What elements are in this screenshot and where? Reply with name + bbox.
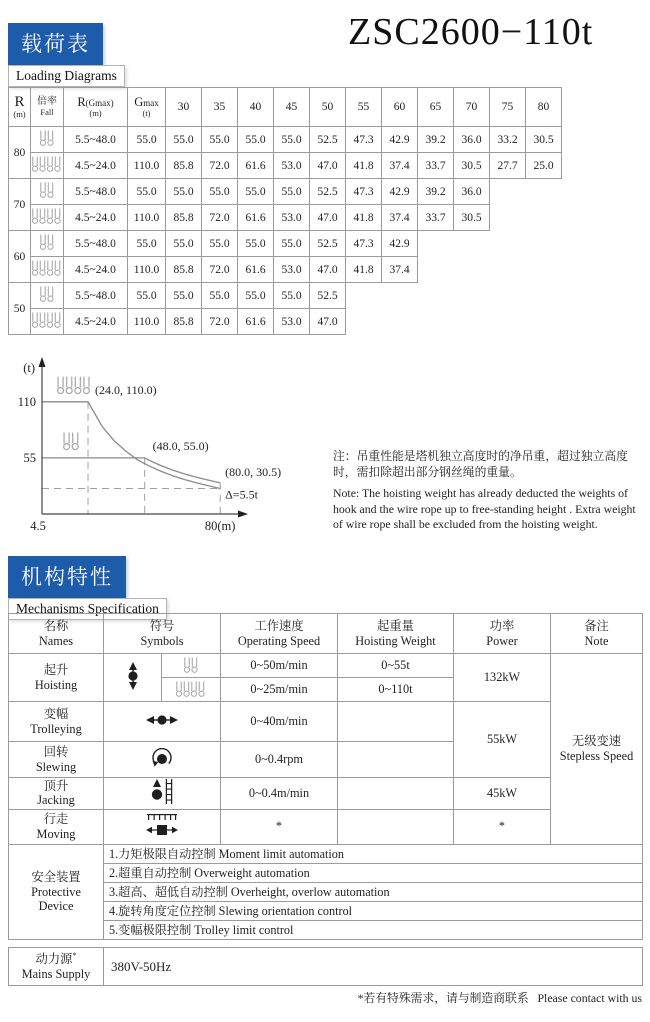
rgmax-range-cell: 5.5~48.0: [64, 179, 128, 205]
load-value-cell: 55.0: [202, 179, 238, 205]
load-value-cell: 61.6: [238, 309, 274, 335]
rgmax-range-cell: 4.5~24.0: [64, 257, 128, 283]
slewing-zh: 回转: [43, 745, 69, 759]
chart-fall-4-icon: [58, 377, 90, 394]
header-radius-r: R (m): [9, 88, 31, 127]
load-value-cell: 85.8: [166, 257, 202, 283]
gmax-cell: 110.0: [128, 153, 166, 179]
load-value-cell: 55.0: [202, 231, 238, 257]
trolley-symbol-icon: [145, 714, 179, 726]
load-value-cell: 33.7: [418, 153, 454, 179]
hdr-power-zh: 功率: [489, 619, 515, 633]
load-value-cell: 55.0: [274, 179, 310, 205]
mech-row-moving: [9, 809, 643, 844]
loading-title-zh: 载荷表: [8, 23, 103, 65]
gmax-cell: 55.0: [128, 231, 166, 257]
loading-row-r50-4fall: [9, 309, 562, 335]
footer-note: [0, 989, 642, 1006]
hoisting-zh: 起升: [43, 663, 69, 677]
header-radius-50: 50: [310, 88, 346, 127]
gmax-cell: 110.0: [128, 205, 166, 231]
load-value-cell: 33.2: [490, 127, 526, 153]
mech-header-row: [9, 614, 643, 654]
stepless-en: Stepless Speed: [559, 748, 634, 763]
load-value-cell: 85.8: [166, 153, 202, 179]
jack-symbol-icon: [149, 778, 175, 805]
moving-power: *: [454, 809, 551, 844]
svg-text:4.5: 4.5: [30, 519, 46, 533]
fall-4-icon-cell: [31, 205, 64, 231]
radius-group-label: 60: [9, 231, 31, 283]
protective-row-3: [9, 883, 643, 902]
load-value-cell: 55.0: [202, 283, 238, 309]
load-value-cell: 52.5: [310, 231, 346, 257]
loading-row-r80-4fall: [9, 153, 562, 179]
gmax-cell: 55.0: [128, 283, 166, 309]
load-value-cell: 55.0: [166, 127, 202, 153]
hdr-note-en: Note: [584, 633, 609, 648]
empty-cell: [490, 205, 526, 231]
empty-cell: [418, 309, 454, 335]
load-value-cell: 39.2: [418, 179, 454, 205]
mech-name-moving: [9, 809, 104, 844]
trolley-slew-power: 55kW: [454, 702, 551, 778]
load-value-cell: 72.0: [202, 309, 238, 335]
protective-en1: Protective: [31, 884, 81, 899]
chart-note-zh: 注：吊重性能是塔机独立高度时的净吊重，超过独立高度时，需扣除超出部分钢丝绳的重量。: [333, 449, 628, 479]
empty-cell: [454, 257, 490, 283]
fall-2-icon-cell: [31, 283, 64, 309]
svg-text:Δ=5.5t: Δ=5.5t: [225, 487, 259, 502]
trolley-symbol-cell: [104, 702, 221, 742]
load-value-cell: 30.5: [454, 153, 490, 179]
load-value-cell: 41.8: [346, 153, 382, 179]
header-radius-45: 45: [274, 88, 310, 127]
load-value-cell: 42.9: [382, 231, 418, 257]
hdr-names-en: Names: [38, 633, 74, 648]
mech-header-speed: [221, 614, 338, 654]
curve-2-fall: [42, 458, 220, 483]
load-value-cell: 47.0: [310, 309, 346, 335]
load-value-cell: 61.6: [238, 153, 274, 179]
load-value-cell: 85.8: [166, 309, 202, 335]
mech-header-note: [551, 614, 643, 654]
mech-row-jacking: [9, 778, 643, 810]
jacking-power: 45kW: [454, 778, 551, 810]
mech-title-zh: 机构特性: [8, 556, 126, 598]
slewing-speed: 0~0.4rpm: [221, 742, 338, 778]
header-radius-65: 65: [418, 88, 454, 127]
fall4-cell: [162, 678, 221, 702]
empty-cell: [382, 309, 418, 335]
radius-group-label: 70: [9, 179, 31, 231]
load-value-cell: 27.7: [490, 153, 526, 179]
load-value-cell: 39.2: [418, 127, 454, 153]
loading-table-header-row: [9, 88, 562, 127]
mech-name-slewing: [9, 742, 104, 778]
mains-zh: 动力源: [35, 952, 73, 967]
header-radius-75: 75: [490, 88, 526, 127]
load-value-cell: 53.0: [274, 153, 310, 179]
load-value-cell: 85.8: [166, 205, 202, 231]
rgmax-range-cell: 5.5~48.0: [64, 283, 128, 309]
mech-header-symbols: [104, 614, 221, 654]
load-value-cell: 30.5: [526, 127, 562, 153]
hoisting-weight-4fall: 0~110t: [338, 678, 454, 702]
moving-speed: *: [221, 809, 338, 844]
load-value-cell: 55.0: [166, 179, 202, 205]
empty-cell: [490, 179, 526, 205]
load-value-cell: 37.4: [382, 153, 418, 179]
load-value-cell: 53.0: [274, 205, 310, 231]
protective-item-4: 4.旋转角度定位控制 Slewing orientation control: [104, 902, 643, 921]
header-radius-30: 30: [166, 88, 202, 127]
rgmax-range-cell: 4.5~24.0: [64, 153, 128, 179]
hdr-symbols-zh: 符号: [149, 619, 175, 633]
empty-cell: [418, 257, 454, 283]
hdr-power-en: Power: [486, 633, 518, 648]
fall-4-icon-cell: [31, 153, 64, 179]
mech-header-weight: [338, 614, 454, 654]
slew-symbol-icon: [151, 748, 173, 768]
load-value-cell: 61.6: [238, 257, 274, 283]
load-value-cell: 33.7: [418, 205, 454, 231]
empty-cell: [454, 231, 490, 257]
gmax-cell: 55.0: [128, 179, 166, 205]
loading-row-r60-4fall: [9, 257, 562, 283]
loading-row-r50-2fall: [9, 283, 562, 309]
hdr-names-zh: 名称: [43, 619, 69, 633]
hoist-symbol-cell: [104, 654, 162, 702]
gmax-cell: 110.0: [128, 257, 166, 283]
footer-note-en: Please contact with us: [537, 991, 642, 1005]
load-value-cell: 55.0: [166, 283, 202, 309]
fall-4-icon-cell: [31, 309, 64, 335]
svg-text:(24.0, 110.0): (24.0, 110.0): [95, 382, 157, 397]
fall-4-icon-cell: [31, 257, 64, 283]
mechanisms-table: [8, 613, 643, 845]
svg-text:(48.0, 55.0): (48.0, 55.0): [152, 438, 209, 453]
trolleying-speed: 0~40m/min: [221, 702, 338, 742]
load-value-cell: 55.0: [274, 231, 310, 257]
header-radius-60: 60: [382, 88, 418, 127]
protective-zh: 安全装置: [31, 870, 81, 885]
trolleying-en: Trolleying: [30, 721, 82, 736]
y-axis-arrow-icon: [39, 357, 46, 367]
jacking-en: Jacking: [37, 793, 75, 808]
empty-cell: [382, 283, 418, 309]
load-value-cell: 53.0: [274, 309, 310, 335]
moving-zh: 行走: [43, 812, 69, 826]
empty-cell: [526, 231, 562, 257]
load-value-cell: 72.0: [202, 153, 238, 179]
load-value-cell: 47.0: [310, 153, 346, 179]
trolleying-zh: 变幅: [43, 707, 69, 721]
mech-name-hoisting: [9, 654, 104, 702]
hdr-note-zh: 备注: [584, 619, 609, 633]
protective-item-2: 2.超重自动控制 Overweight automation: [104, 864, 643, 883]
empty-cell: [490, 309, 526, 335]
loading-table-wrap: [8, 87, 562, 335]
mech-row-trolleying: [9, 702, 643, 742]
empty-cell: [454, 283, 490, 309]
mech-title-block: [8, 556, 167, 620]
header-radius-70: 70: [454, 88, 490, 127]
hdr-symbols-en: Symbols: [140, 633, 184, 648]
mech-header-names: [9, 614, 104, 654]
chart-fall-2-icon: [64, 433, 79, 450]
header-rgmax: R(Gmax) (m): [64, 88, 128, 127]
svg-text:55: 55: [23, 450, 36, 465]
mech-name-jacking: [9, 778, 104, 810]
svg-text:110: 110: [17, 394, 36, 409]
fall-4-icon: [175, 681, 207, 695]
mech-row-hoisting-a: [9, 654, 643, 678]
gmax-cell: 110.0: [128, 309, 166, 335]
empty-cell: [490, 257, 526, 283]
loading-row-r80-2fall: [9, 127, 562, 153]
mains-value: 380V-50Hz: [104, 948, 643, 986]
load-value-cell: 55.0: [274, 283, 310, 309]
hoist-symbol-icon: [125, 661, 141, 691]
load-value-cell: 55.0: [274, 127, 310, 153]
mains-asterisk: *: [72, 951, 77, 961]
hdr-speed-en: Operating Speed: [237, 633, 321, 648]
load-value-cell: 72.0: [202, 257, 238, 283]
load-value-cell: 55.0: [238, 127, 274, 153]
svg-text:80(m): 80(m): [204, 519, 236, 533]
svg-text:(t): (t): [23, 361, 35, 375]
jacking-weight-empty: [338, 778, 454, 810]
load-value-cell: 36.0: [454, 127, 490, 153]
empty-cell: [346, 283, 382, 309]
loading-table: [8, 87, 562, 335]
load-value-cell: 36.0: [454, 179, 490, 205]
rgmax-range-cell: 5.5~48.0: [64, 127, 128, 153]
empty-cell: [490, 231, 526, 257]
load-value-cell: 47.0: [310, 205, 346, 231]
load-value-cell: 47.0: [310, 257, 346, 283]
load-value-cell: 72.0: [202, 205, 238, 231]
load-value-cell: 61.6: [238, 205, 274, 231]
load-value-cell: 55.0: [202, 127, 238, 153]
moving-en: Moving: [36, 826, 76, 841]
rgmax-range-cell: 4.5~24.0: [64, 309, 128, 335]
load-value-cell: 53.0: [274, 257, 310, 283]
empty-cell: [490, 283, 526, 309]
radius-group-label: 50: [9, 283, 31, 335]
jacking-zh: 顶升: [43, 778, 69, 793]
header-gmax: Gmax (t): [128, 88, 166, 127]
mains-supply-table: [8, 947, 643, 986]
move-symbol-cell: [104, 809, 221, 844]
empty-cell: [526, 257, 562, 283]
chart-note-en: Note: The hoisting weight has already deducted the weights of hook and the wire rope up to free-standing height . Extra weight of wire rope shall be excluded from the hoisting weight.: [333, 486, 636, 532]
empty-cell: [526, 205, 562, 231]
rgmax-range-cell: 4.5~24.0: [64, 205, 128, 231]
load-value-cell: 42.9: [382, 127, 418, 153]
gmax-cell: 55.0: [128, 127, 166, 153]
mech-title-en: Mechanisms Specification: [8, 598, 167, 620]
mains-row: [9, 948, 643, 986]
hoisting-power: 132kW: [454, 654, 551, 702]
fall-2-icon: [183, 657, 200, 671]
header-radius-80: 80: [526, 88, 562, 127]
page-title: ZSC2600−110t: [348, 11, 594, 53]
protective-device-table: [8, 844, 643, 940]
loading-title-en: Loading Diagrams: [8, 65, 125, 87]
header-radius-35: 35: [202, 88, 238, 127]
load-value-cell: 47.3: [346, 179, 382, 205]
load-value-cell: 30.5: [454, 205, 490, 231]
loading-row-r70-4fall: [9, 205, 562, 231]
load-value-cell: 41.8: [346, 257, 382, 283]
svg-text:(80.0, 30.5): (80.0, 30.5): [225, 464, 282, 479]
load-value-cell: 52.5: [310, 127, 346, 153]
protective-item-5: 5.变幅极限控制 Trolley limit control: [104, 921, 643, 940]
slewing-en: Slewing: [35, 759, 77, 774]
hdr-weight-en: Hoisting Weight: [355, 633, 436, 648]
loading-title-block: [8, 23, 125, 87]
trolleying-weight-empty: [338, 702, 454, 742]
loading-row-r70-2fall: [9, 179, 562, 205]
fall-2-icon-cell: [31, 231, 64, 257]
load-value-cell: 25.0: [526, 153, 562, 179]
fall-2-icon-cell: [31, 179, 64, 205]
hoisting-en: Hoisting: [34, 677, 78, 692]
load-value-cell: 55.0: [166, 231, 202, 257]
load-value-cell: 55.0: [238, 283, 274, 309]
fall-2-icon-cell: [31, 127, 64, 153]
load-value-cell: 55.0: [238, 231, 274, 257]
slewing-weight-empty: [338, 742, 454, 778]
protective-row-1: [9, 845, 643, 864]
header-fall: 倍率 Fall: [31, 88, 64, 127]
protective-row-5: [9, 921, 643, 940]
moving-weight-empty: [338, 809, 454, 844]
empty-cell: [418, 231, 454, 257]
stepless-zh: 无级变速: [571, 734, 622, 749]
mech-header-power: [454, 614, 551, 654]
header-radius-40: 40: [238, 88, 274, 127]
hoisting-speed-2fall: 0~50m/min: [221, 654, 338, 678]
empty-cell: [346, 309, 382, 335]
mech-name-trolleying: [9, 702, 104, 742]
x-axis-arrow-icon: [238, 511, 248, 518]
mech-note-cell: [551, 654, 643, 845]
rgmax-range-cell: 5.5~48.0: [64, 231, 128, 257]
hoisting-weight-2fall: 0~55t: [338, 654, 454, 678]
load-value-cell: 52.5: [310, 283, 346, 309]
fall2-cell: [162, 654, 221, 678]
protective-name-cell: [9, 845, 104, 940]
empty-cell: [418, 283, 454, 309]
load-value-cell: 42.9: [382, 179, 418, 205]
hdr-weight-zh: 起重量: [377, 619, 414, 633]
empty-cell: [454, 309, 490, 335]
move-symbol-icon: [143, 812, 181, 837]
footer-note-zh: *若有特殊需求，请与制造商联系: [357, 991, 529, 1005]
hdr-speed-zh: 工作速度: [254, 619, 304, 633]
load-value-cell: 55.0: [238, 179, 274, 205]
load-curve-chart: [6, 352, 348, 550]
jack-symbol-cell: [104, 778, 221, 810]
load-value-cell: 41.8: [346, 205, 382, 231]
empty-cell: [526, 179, 562, 205]
load-value-cell: 52.5: [310, 179, 346, 205]
loading-row-r60-2fall: [9, 231, 562, 257]
empty-cell: [526, 283, 562, 309]
hoisting-speed-4fall: 0~25m/min: [221, 678, 338, 702]
header-radius-55: 55: [346, 88, 382, 127]
mains-name-cell: [9, 948, 104, 986]
load-value-cell: 37.4: [382, 205, 418, 231]
jacking-speed: 0~0.4m/min: [221, 778, 338, 810]
protective-en2: Device: [38, 899, 74, 914]
chart-note: [333, 449, 645, 539]
protective-item-1: 1.力矩极限自动控制 Moment limit automation: [104, 845, 643, 864]
mains-en: Mains Supply: [21, 967, 91, 982]
radius-group-label: 80: [9, 127, 31, 179]
empty-cell: [526, 309, 562, 335]
protective-row-2: [9, 864, 643, 883]
protective-row-4: [9, 902, 643, 921]
load-value-cell: 47.3: [346, 231, 382, 257]
load-value-cell: 47.3: [346, 127, 382, 153]
slew-symbol-cell: [104, 742, 221, 778]
protective-item-3: 3.超高、超低自动控制 Overheight, overlow automation: [104, 883, 643, 902]
load-value-cell: 37.4: [382, 257, 418, 283]
